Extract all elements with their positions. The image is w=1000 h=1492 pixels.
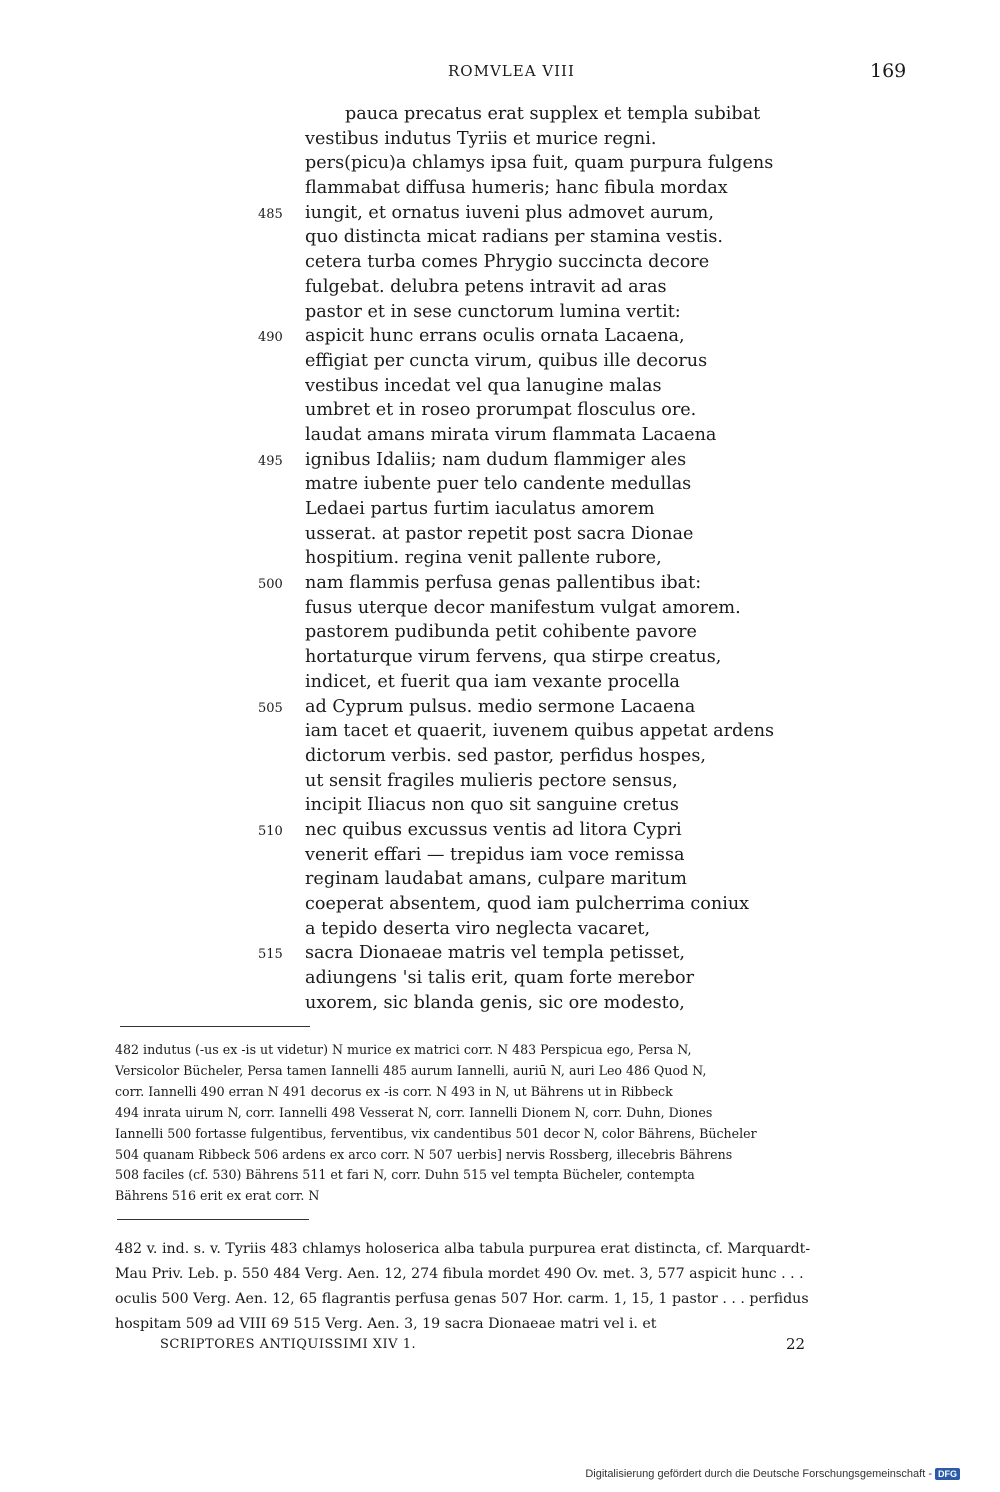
verse-line-text: uxorem, sic blanda genis, sic ore modesto, [305,992,685,1013]
verse-line-text: Ledaei partus furtim iaculatus amorem [305,499,655,519]
verse-line [0,993,1000,1018]
sources-line: hospitam 509 ad VIII 69 515 Verg. Aen. 3, 19 sacra Dionaeae matri vel i. et [115,1316,657,1332]
verse-line [0,548,1000,573]
verse-line [0,524,1000,549]
sources-notes [115,1237,905,1337]
verse-number: 500 [258,577,283,593]
verse-line [0,227,1000,252]
verse-line [0,153,1000,178]
verse-number: 515 [258,947,283,963]
verse-line-text: aspicit hunc errans oculis ornata Lacaena, [305,326,685,347]
verse-line-text: ignibus Idaliis; nam dudum flammiger ales [305,449,687,470]
apparatus-line: 508 faciles (cf. 530) Bährens 511 et fari N, corr. Duhn 515 vel tempta Bücheler, contempta [115,1167,695,1183]
apparatus-line: corr. Iannelli 490 erran N 491 decorus ex -is corr. N 493 in N, ut Bährens ut in Ribbeck [115,1083,673,1099]
verse-line [0,499,1000,524]
verse-line [0,795,1000,820]
verse-line-text: iungit, et ornatus iuveni plus admovet aurum, [305,202,714,223]
verse-line-text: pauca precatus erat supplex et templa subibat [345,104,761,124]
verse-line-text: pers(picu)a chlamys ipsa fuit, quam purpura fulgens [305,153,774,174]
verse-line [0,450,1000,475]
page-footer [0,1337,1000,1361]
verse-line-text: vestibus incedat vel qua lanugine malas [305,375,662,396]
apparatus-line: 482 indutus (-us ex -is ut videtur) N murice ex matrici corr. N 483 Perspicua ego, Persa N, [115,1042,692,1057]
sources-rule [117,1219,309,1220]
verse-number: 485 [258,206,283,222]
verse-line [0,968,1000,993]
sources-line: Mau Priv. Leb. p. 550 484 Verg. Aen. 12, 274 fibula mordet 490 Ov. met. 3, 577 aspicit hunc . . . [115,1266,804,1282]
printer-signature: SCRIPTORES ANTIQUISSIMI XIV 1. [160,1337,417,1352]
verse-line-text: a tepido deserta viro neglecta vacaret, [305,918,651,939]
verse-line [0,672,1000,697]
verse-line [0,721,1000,746]
verse-line-text: indicet, et fuerit qua iam vexante procella [305,671,680,692]
verse-line-text: vestibus indutus Tyriis et murice regni. [305,128,657,149]
apparatus-line: 504 quanam Ribbeck 506 ardens ex arco corr. N 507 uerbis] nervis Rossberg, illecebris Bährens [115,1146,733,1162]
verse-number: 510 [258,823,283,839]
verse-line [0,894,1000,919]
page-number: 169 [870,60,907,82]
verse-line-text: laudat amans mirata virum flammata Lacaena [305,424,717,445]
sources-line: oculis 500 Verg. Aen. 12, 65 flagrantis perfusa genas 507 Hor. carm. 1, 15, 1 pastor . . . perfidus [115,1291,809,1307]
verse-number: 495 [258,453,283,469]
verse-line [0,598,1000,623]
verse-line-text: quo distincta micat radians per stamina vestis. [305,227,723,248]
verse-line-text: hortaturque virum fervens, qua stirpe creatus, [305,647,722,668]
apparatus-line: 494 inrata uirum N, corr. Iannelli 498 Vesserat N, corr. Iannelli Dionem N, corr. Duhn, Diones [115,1104,713,1120]
verse-line [0,104,1000,129]
verse-line-text: usserat. at pastor repetit post sacra Dionae [305,523,694,544]
verse-line [0,869,1000,894]
verse-line-text: pastor et in sese cunctorum lumina vertit: [305,301,681,322]
verse-line-text: iam tacet et quaerit, iuvenem quibus appetat ardens [305,721,775,742]
verse-line [0,943,1000,968]
verse-line [0,746,1000,771]
verse-line-text: flammabat diffusa humeris; hanc fibula mordax [305,178,728,199]
verse-text [0,104,1000,1017]
verse-line-text: adiungens 'si talis erit, quam forte merebor [305,968,695,989]
verse-line-text: incipit Iliacus non quo sit sanguine cretus [305,795,679,816]
verse-number: 490 [258,330,283,346]
apparatus-line: Iannelli 500 fortasse fulgentibus, ferventibus, vix candentibus 501 decor N, color Bährens, Bücheler [115,1125,757,1141]
digitization-note-text: Digitalisierung gefördert durch die Deutsche Forschungsgemeinschaft - [585,1468,932,1480]
sheet-number: 22 [786,1335,806,1353]
verse-line [0,178,1000,203]
verse-line [0,252,1000,277]
verse-line [0,326,1000,351]
running-title: ROMVLEA VIII [448,62,575,80]
verse-line [0,376,1000,401]
verse-line [0,771,1000,796]
verse-line-text: ut sensit fragiles mulieris pectore sensus, [305,770,678,791]
verse-line [0,474,1000,499]
verse-line-text: sacra Dionaeae matris vel templa petisset, [305,943,686,964]
verse-line-text: nam flammis perfusa genas pallentibus ibat: [305,573,702,594]
verse-line [0,129,1000,154]
verse-line [0,845,1000,870]
verse-line [0,647,1000,672]
verse-line-text: nec quibus excussus ventis ad litora Cypri [305,819,682,840]
verse-line-text: fusus uterque decor manifestum vulgat amorem. [305,597,741,618]
page-header [0,62,1000,86]
verse-line-text: ad Cyprum pulsus. medio sermone Lacaena [305,696,696,717]
verse-line-text: dictorum verbis. sed pastor, perfidus hospes, [305,745,706,766]
verse-line [0,697,1000,722]
verse-line-text: venerit effari — trepidus iam voce remissa [305,844,685,865]
sources-line: 482 v. ind. s. v. Tyriis 483 chlamys holoserica alba tabula purpurea erat distincta, cf. Marquardt- [115,1241,811,1257]
verse-line-text: cetera turba comes Phrygio succincta decore [305,252,710,273]
verse-line-text: reginam laudabat amans, culpare maritum [305,869,687,890]
verse-number: 505 [258,700,283,716]
apparatus-rule [120,1026,310,1027]
verse-line [0,622,1000,647]
verse-line [0,919,1000,944]
verse-line-text: umbret et in roseo prorumpat flosculus ore. [305,400,697,421]
verse-line [0,277,1000,302]
dfg-logo: DFG [935,1468,960,1480]
verse-line-text: coeperat absentem, quod iam pulcherrima coniux [305,894,750,914]
verse-line-text: hospitium. regina venit pallente rubore, [305,548,662,569]
digitization-note [585,1468,960,1480]
apparatus-line: Versicolor Bücheler, Persa tamen Iannelli 485 aurum Iannelli, auriū N, auri Leo 486 Quod N, [115,1062,707,1078]
verse-line [0,400,1000,425]
verse-line-text: fulgebat. delubra petens intravit ad aras [305,276,667,297]
verse-line [0,573,1000,598]
verse-line [0,302,1000,327]
verse-line [0,820,1000,845]
verse-line [0,425,1000,450]
verse-line [0,351,1000,376]
verse-line [0,203,1000,228]
verse-line-text: matre iubente puer telo candente medullas [305,474,692,495]
verse-line-text: effigiat per cuncta virum, quibus ille decorus [305,350,708,371]
critical-apparatus [115,1040,905,1207]
verse-line-text: pastorem pudibunda petit cohibente pavore [305,622,697,643]
apparatus-line: Bährens 516 erit ex erat corr. N [115,1188,320,1204]
